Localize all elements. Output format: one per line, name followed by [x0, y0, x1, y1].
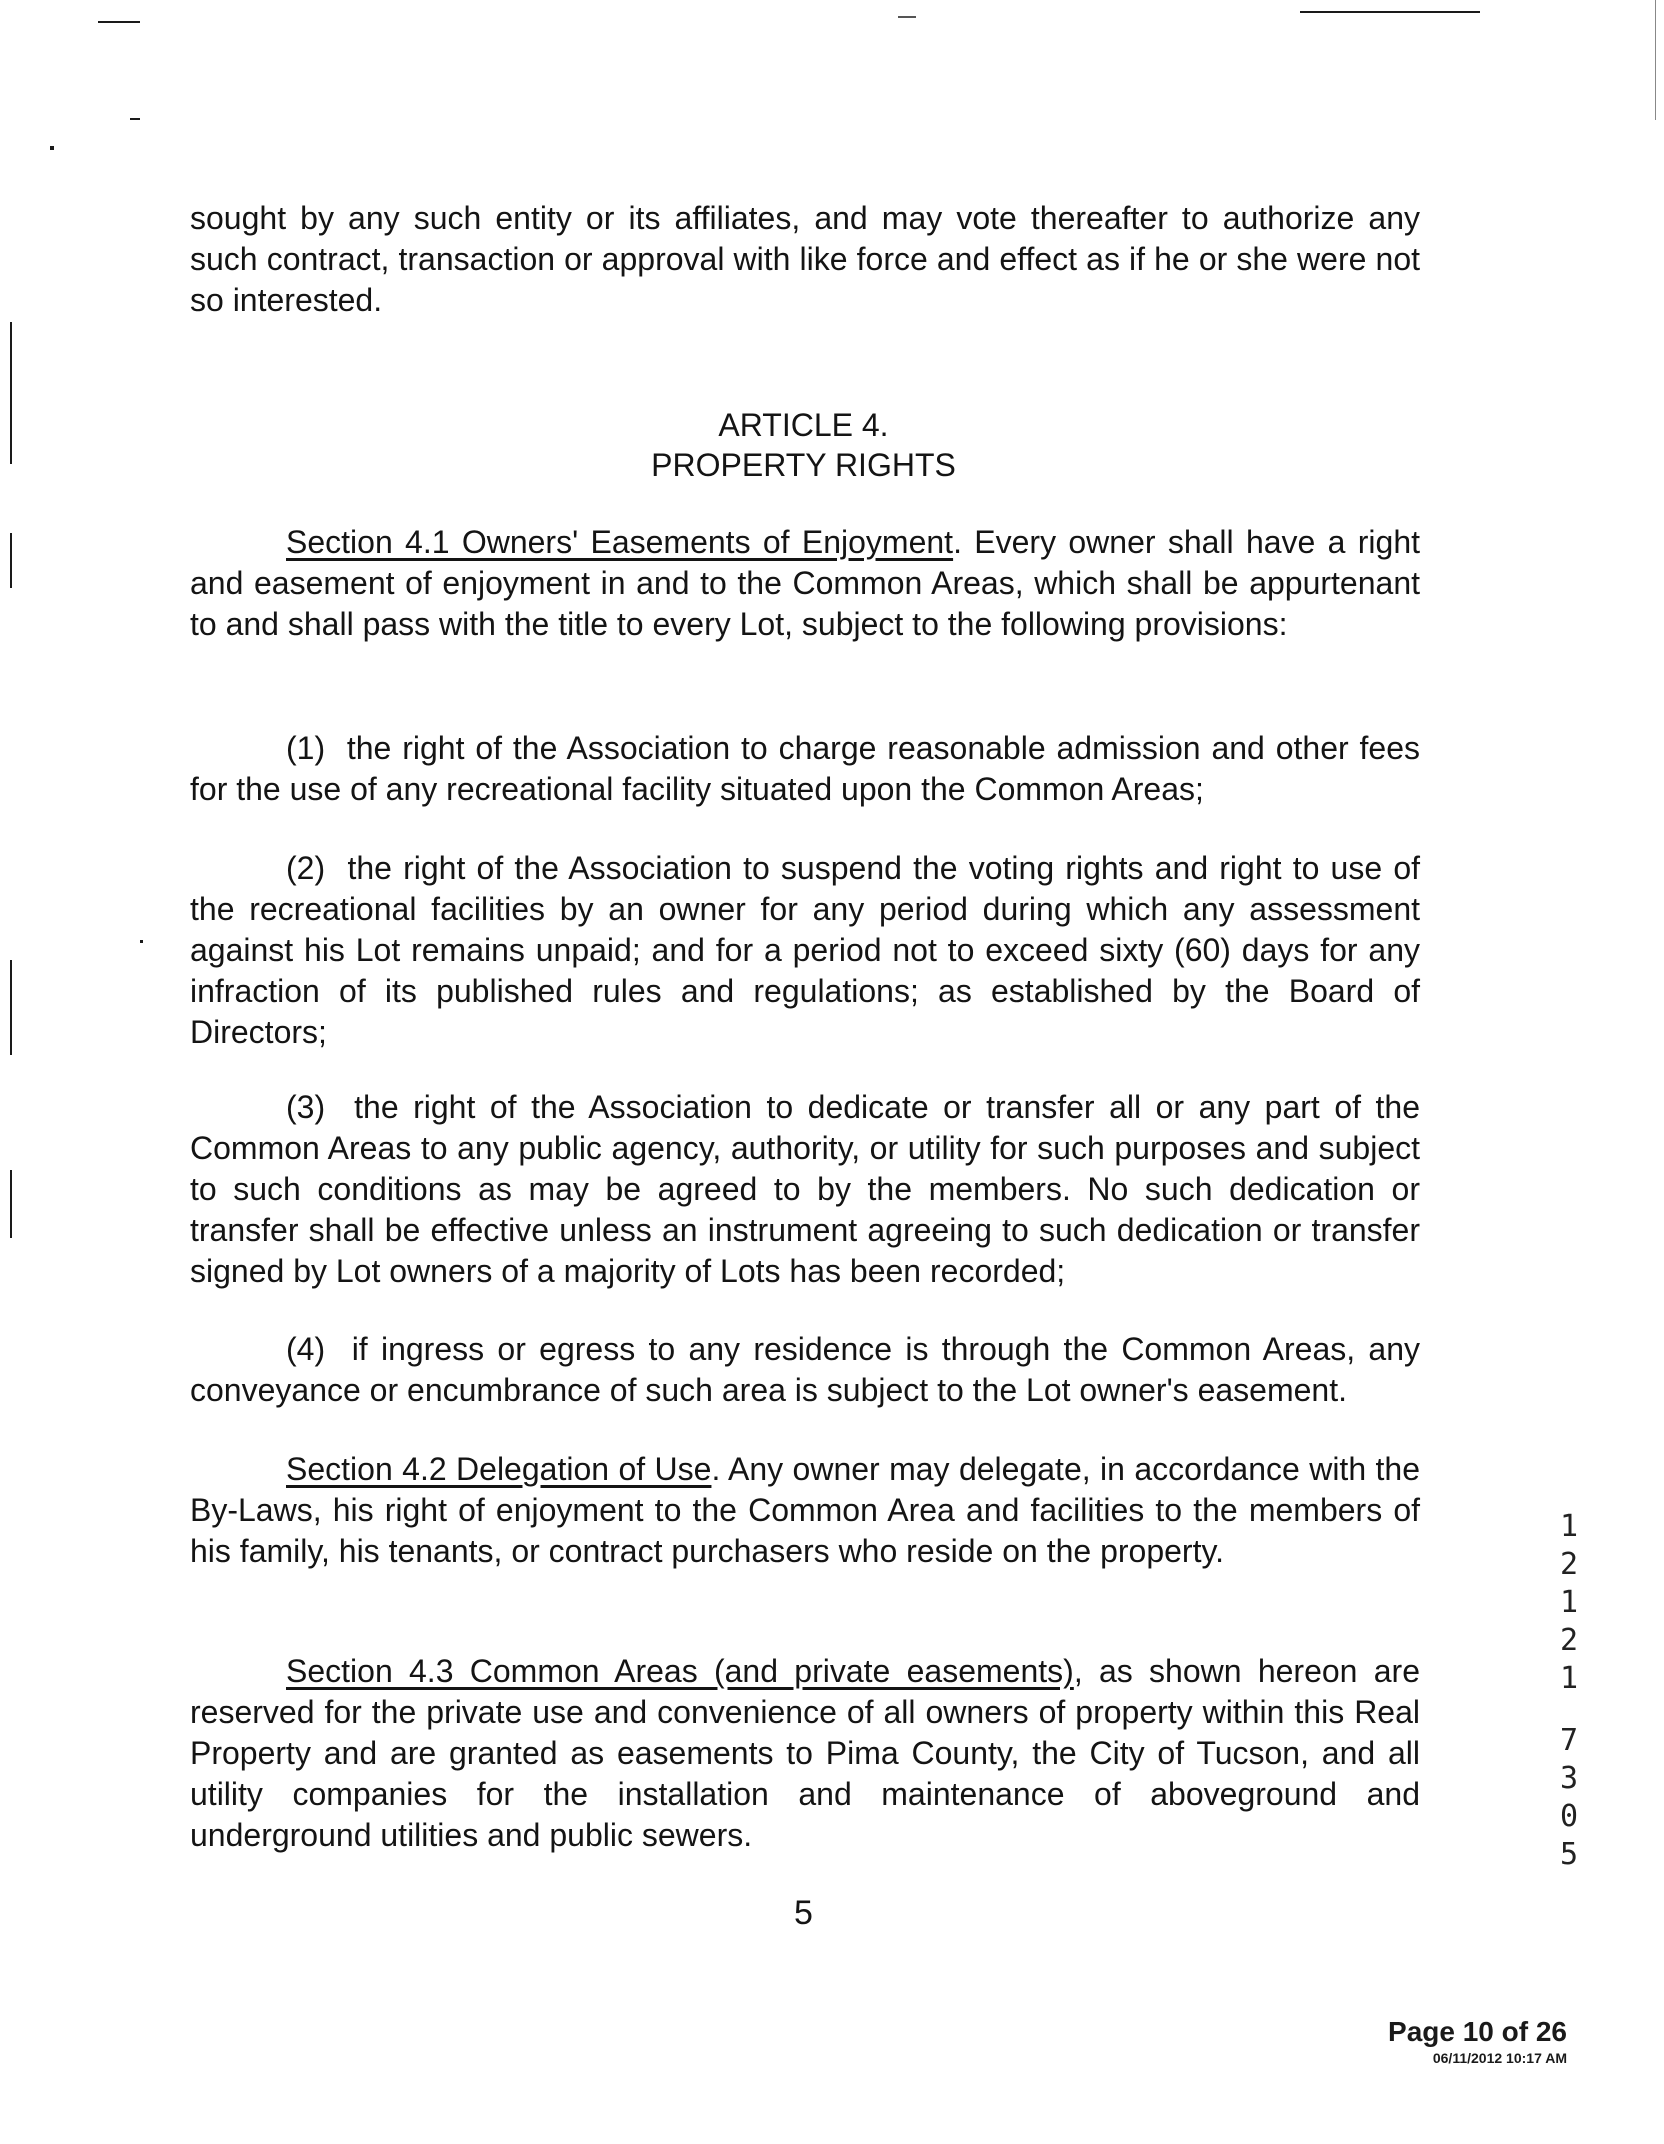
section-4-3-paragraph [190, 1651, 1420, 1856]
section-4-1-paragraph [190, 522, 1420, 645]
recording-stamp [1553, 1508, 1585, 1874]
provision-2 [190, 848, 1420, 1053]
provision-number: (3) [286, 1089, 326, 1125]
provision-number: (2) [286, 850, 326, 886]
page-number: 5 [794, 1894, 813, 1932]
provision-paragraph [190, 848, 1420, 1053]
provision-4 [190, 1329, 1420, 1411]
section-4-2-text: . Any owner may delegate, in accordance with the By-Laws, his right of enjoyment to the Common Area and facilities to the members of his family, his tenants, or contract purchasers who reside on the property. [190, 1451, 1421, 1569]
stamp-digit: 5 [1559, 1837, 1579, 1872]
stamp-gap [1553, 1698, 1585, 1722]
stamp-digit: 1 [1559, 1585, 1579, 1620]
footer-timestamp: 06/11/2012 10:17 AM [1432, 2050, 1567, 2066]
scan-mark [50, 146, 54, 150]
footer-stamp [1388, 2015, 1567, 2067]
section-4-2-paragraph [190, 1449, 1420, 1572]
right-edge-line [1655, 0, 1656, 120]
scan-mark [130, 118, 140, 120]
stamp-digit: 1 [1559, 1509, 1579, 1544]
stamp-digit: 0 [1559, 1799, 1579, 1834]
provision-1 [190, 728, 1420, 810]
section-4-2 [190, 1449, 1420, 1572]
article-title: PROPERTY RIGHTS [651, 447, 956, 483]
section-4-2-heading: Section 4.2 Delegation of Use [286, 1451, 712, 1487]
section-4-3-heading: Section 4.3 Common Areas (and private easements) [286, 1653, 1074, 1689]
provision-paragraph [190, 1329, 1420, 1411]
stamp-digit: 2 [1559, 1623, 1579, 1658]
section-4-1-text: . Every owner shall have a right and easement of enjoyment in and to the Common Areas, which shall be appurtenant to and shall pass with the title to every Lot, subject to the following provisions: [190, 524, 1421, 642]
section-4-1 [190, 522, 1420, 645]
section-4-1-heading: Section 4.1 Owners' Easements of Enjoyment [286, 524, 954, 560]
top-fragment [190, 198, 1420, 321]
scan-mark [898, 16, 916, 18]
provision-text: if ingress or egress to any residence is through the Common Areas, any conveyance or encumbrance of such area is subject to the Lot owner's easement. [190, 1331, 1421, 1408]
margin-bar [10, 1170, 12, 1238]
provision-text: the right of the Association to charge reasonable admission and other fees for the use of any recreational facility situated upon the Common Areas; [190, 730, 1421, 807]
section-4-3 [190, 1651, 1420, 1856]
provision-text: the right of the Association to suspend the voting rights and right to use of the recreational facilities by an owner for any period during which any assessment against his Lot remains unpaid; and for a period not to exceed sixty (60) days for any infraction of its published rules and regulations; as established by the Board of Directors; [190, 850, 1421, 1050]
margin-bar [10, 960, 12, 1055]
stamp-digit: 7 [1559, 1723, 1579, 1758]
article-number: ARTICLE 4. [718, 407, 889, 443]
footer-page-count: Page 10 of 26 [1388, 2016, 1567, 2047]
scan-mark [98, 21, 140, 23]
stamp-digit: 1 [1559, 1661, 1579, 1696]
scan-mark [140, 940, 143, 943]
provision-paragraph [190, 1087, 1420, 1292]
stamp-digit: 3 [1559, 1761, 1579, 1796]
continued-paragraph: sought by any such entity or its affiliates, and may vote thereafter to authorize any such contract, transaction or approval with like force and effect as if he or she were not so interested. [190, 200, 1420, 318]
provision-paragraph [190, 728, 1420, 810]
margin-bar [10, 533, 12, 588]
section-4-3-text: , as shown hereon are reserved for the private use and convenience of all owners of property within this Real Property and are granted as easements to Pima County, the City of Tucson, and all utility companies for the installation and maintenance of aboveground and underground utilities and public sewers. [190, 1653, 1421, 1853]
scan-mark [1300, 11, 1480, 13]
provision-3 [190, 1087, 1420, 1292]
provision-text: the right of the Association to dedicate or transfer all or any part of the Common Areas to any public agency, authority, or utility for such purposes and subject to such conditions as may be agreed to by the members. No such dedication or transfer shall be effective unless an instrument agreeing to such dedication or transfer signed by Lot owners of a majority of Lots has been recorded; [190, 1089, 1420, 1289]
provision-number: (1) [286, 730, 326, 766]
provision-number: (4) [286, 1331, 326, 1367]
stamp-digit: 2 [1559, 1547, 1579, 1582]
